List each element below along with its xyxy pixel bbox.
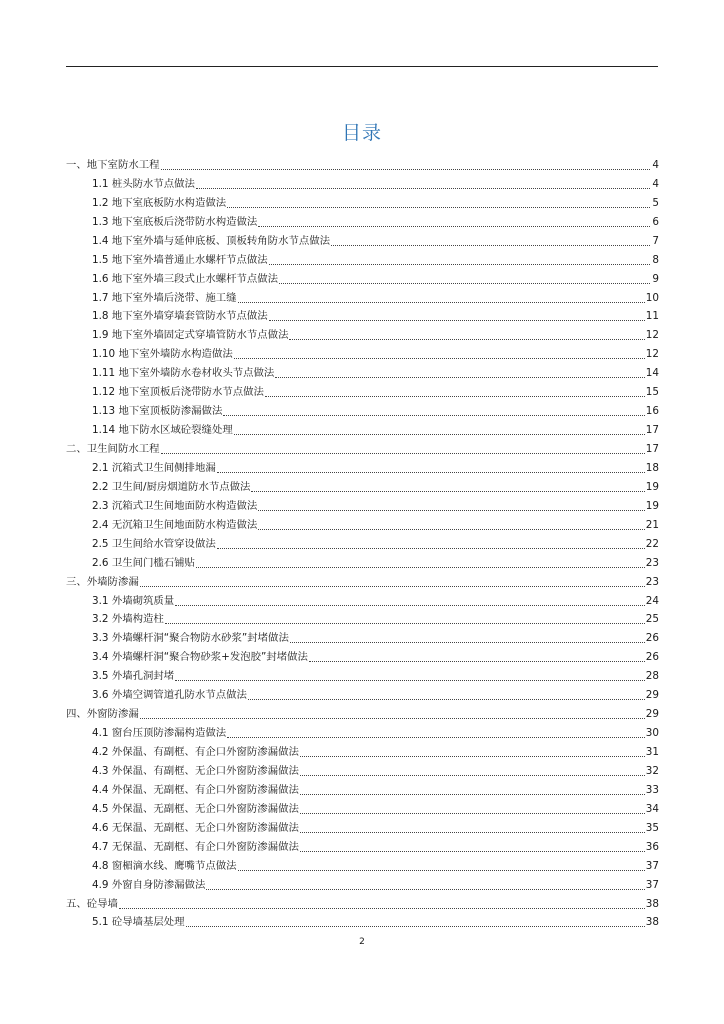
toc-page-number: 26 xyxy=(645,651,659,664)
toc-subsection-entry[interactable] xyxy=(66,721,659,740)
toc-subsection-entry[interactable] xyxy=(66,494,659,513)
toc-page-number: 30 xyxy=(645,727,659,740)
toc-subsection-entry[interactable] xyxy=(66,911,659,930)
toc-entry-label: 二、卫生间防水工程 xyxy=(66,443,160,455)
toc-entry-label: 四、外窗防渗漏 xyxy=(66,708,139,721)
toc-subsection-entry[interactable] xyxy=(66,191,659,210)
toc-entry-label: 1.14 地下防水区域砼裂缝处理 xyxy=(92,424,233,437)
toc-subsection-entry[interactable] xyxy=(66,778,659,797)
toc-page-number: 37 xyxy=(645,878,659,891)
toc-dot-leader xyxy=(300,794,645,795)
toc-page-number: 33 xyxy=(645,783,659,796)
toc-entry-label: 4.9 外窗自身防渗漏做法 xyxy=(92,878,206,891)
toc-dot-leader xyxy=(234,434,645,435)
toc-dot-leader xyxy=(161,453,645,454)
toc-dot-leader xyxy=(300,756,645,757)
toc-page-number: 17 xyxy=(645,443,659,455)
toc-page-number: 29 xyxy=(645,689,659,702)
toc-subsection-entry[interactable] xyxy=(66,399,659,418)
toc-entry-label: 1.10 地下室外墙防水构造做法 xyxy=(92,348,233,361)
toc-page-number: 15 xyxy=(645,386,659,399)
toc-subsection-entry[interactable] xyxy=(66,683,659,702)
toc-entry-label: 3.2 外墙构造柱 xyxy=(92,613,164,626)
toc-dot-leader xyxy=(186,926,645,927)
toc-entry-label: 4.2 外保温、有副框、有企口外窗防渗漏做法 xyxy=(92,746,299,758)
toc-subsection-entry[interactable] xyxy=(66,286,659,305)
toc-entry-label: 4.8 窗楣滴水线、鹰嘴节点做法 xyxy=(92,859,237,872)
toc-subsection-entry[interactable] xyxy=(66,172,659,191)
toc-page-number: 29 xyxy=(645,708,659,721)
toc-dot-leader xyxy=(227,737,645,738)
toc-entry-label: 4.6 无保温、无副框、无企口外窗防渗漏做法 xyxy=(92,821,299,834)
toc-page-number: 19 xyxy=(645,480,659,493)
toc-subsection-entry[interactable] xyxy=(66,323,659,342)
toc-page-number: 38 xyxy=(645,897,659,910)
toc-entry-label: 4.3 外保温、有副框、无企口外窗防渗漏做法 xyxy=(92,764,299,777)
toc-page-number: 32 xyxy=(645,764,659,777)
toc-page-number: 26 xyxy=(645,632,659,645)
toc-section-entry[interactable] xyxy=(66,702,659,721)
toc-dot-leader xyxy=(140,586,645,587)
toc-dot-leader xyxy=(161,169,650,170)
toc-dot-leader xyxy=(165,623,645,624)
toc-entry-label: 4.7 无保温、无副框、有企口外窗防渗漏做法 xyxy=(92,840,299,853)
toc-entry-label: 1.6 地下室外墙三段式止水螺杆节点做法 xyxy=(92,272,279,285)
toc-subsection-entry[interactable] xyxy=(66,380,659,399)
toc-page-number: 14 xyxy=(645,367,659,380)
toc-subsection-entry[interactable] xyxy=(66,551,659,570)
toc-subsection-entry[interactable] xyxy=(66,418,659,437)
toc-subsection-entry[interactable] xyxy=(66,248,659,267)
toc-entry-label: 4.1 窗台压顶防渗漏构造做法 xyxy=(92,727,227,740)
toc-entry-label: 三、外墙防渗漏 xyxy=(66,575,139,588)
toc-section-entry[interactable] xyxy=(66,437,659,456)
toc-subsection-entry[interactable] xyxy=(66,229,659,248)
toc-entry-label: 一、地下室防水工程 xyxy=(66,158,160,171)
toc-dot-leader xyxy=(309,661,645,662)
toc-page-number: 34 xyxy=(645,802,659,815)
toc-section-entry[interactable] xyxy=(66,570,659,589)
toc-subsection-entry[interactable] xyxy=(66,305,659,324)
toc-subsection-entry[interactable] xyxy=(66,608,659,627)
toc-subsection-entry[interactable] xyxy=(66,759,659,778)
toc-subsection-entry[interactable] xyxy=(66,267,659,286)
toc-dot-leader xyxy=(206,889,644,890)
toc-entry-label: 3.5 外墙孔洞封堵 xyxy=(92,670,175,683)
toc-dot-leader xyxy=(258,529,644,530)
toc-dot-leader xyxy=(269,264,650,265)
toc-dot-leader xyxy=(289,339,644,340)
toc-dot-leader xyxy=(258,226,650,227)
toc-entry-label: 5.1 砼导墙基层处理 xyxy=(92,916,185,929)
toc-page-number: 35 xyxy=(645,821,659,834)
toc-dot-leader xyxy=(265,396,645,397)
toc-entry-label: 1.4 地下室外墙与延伸底板、顶板转角防水节点做法 xyxy=(92,234,331,247)
toc-dot-leader xyxy=(279,283,650,284)
toc-page-number: 16 xyxy=(645,405,659,418)
toc-entry-label: 五、砼导墙 xyxy=(66,897,118,910)
toc-entry-label: 2.3 沉箱式卫生间地面防水构造做法 xyxy=(92,499,258,512)
toc-entry-label: 2.5 卫生间给水管穿设做法 xyxy=(92,537,216,550)
toc-subsection-entry[interactable] xyxy=(66,475,659,494)
toc-dot-leader xyxy=(175,605,645,606)
toc-entry-label: 1.9 地下室外墙固定式穿墙管防水节点做法 xyxy=(92,329,289,342)
toc-subsection-entry[interactable] xyxy=(66,740,659,759)
toc-subsection-entry[interactable] xyxy=(66,873,659,892)
toc-page-number: 9 xyxy=(652,272,659,285)
toc-entry-label: 1.7 地下室外墙后浇带、施工缝 xyxy=(92,291,237,304)
toc-entry-label: 1.11 地下室外墙防水卷材收头节点做法 xyxy=(92,367,275,380)
toc-page-number: 10 xyxy=(645,291,659,304)
toc-section-entry[interactable] xyxy=(66,892,659,911)
toc-page-number: 4 xyxy=(652,158,659,171)
toc-subsection-entry[interactable] xyxy=(66,664,659,683)
toc-page-number: 19 xyxy=(645,499,659,512)
toc-dot-leader xyxy=(140,718,645,719)
toc-page-number: 7 xyxy=(652,234,659,247)
toc-subsection-entry[interactable] xyxy=(66,626,659,645)
toc-page-number: 25 xyxy=(645,613,659,626)
toc-subsection-entry[interactable] xyxy=(66,513,659,532)
toc-dot-leader xyxy=(248,699,645,700)
toc-page-number: 28 xyxy=(645,670,659,683)
toc-dot-leader xyxy=(300,832,645,833)
toc-page-number: 22 xyxy=(645,537,659,550)
toc-entry-label: 1.3 地下室底板后浇带防水构造做法 xyxy=(92,215,258,228)
toc-entry-label: 1.13 地下室顶板防渗漏做法 xyxy=(92,405,223,418)
toc-subsection-entry[interactable] xyxy=(66,361,659,380)
toc-dot-leader xyxy=(251,491,644,492)
toc-subsection-entry[interactable] xyxy=(66,532,659,551)
toc-entry-label: 1.2 地下室底板防水构造做法 xyxy=(92,196,227,209)
toc-dot-leader xyxy=(175,680,645,681)
toc-section-entry[interactable] xyxy=(66,153,659,172)
toc-page-number: 24 xyxy=(645,594,659,607)
toc-page-number: 38 xyxy=(645,916,659,929)
table-of-contents xyxy=(66,153,659,929)
toc-entry-label: 1.8 地下室外墙穿墙套管防水节点做法 xyxy=(92,310,268,323)
toc-page-number: 21 xyxy=(645,518,659,531)
toc-entry-label: 3.4 外墙螺杆洞“聚合物砂浆+发泡胶”封堵做法 xyxy=(92,651,308,664)
toc-entry-label: 3.3 外墙螺杆洞“聚合物防水砂浆”封堵做法 xyxy=(92,632,289,645)
toc-dot-leader xyxy=(234,358,645,359)
toc-subsection-entry[interactable] xyxy=(66,342,659,361)
toc-entry-label: 1.5 地下室外墙普通止水螺杆节点做法 xyxy=(92,253,268,266)
toc-entry-label: 3.6 外墙空调管道孔防水节点做法 xyxy=(92,689,247,702)
toc-page-number: 6 xyxy=(652,215,659,228)
toc-subsection-entry[interactable] xyxy=(66,816,659,835)
toc-entry-label: 2.2 卫生间/厨房烟道防水节点做法 xyxy=(92,480,251,493)
toc-page-number: 12 xyxy=(645,329,659,342)
toc-page-number: 11 xyxy=(645,310,659,323)
header-rule xyxy=(66,66,658,67)
toc-dot-leader xyxy=(300,775,645,776)
toc-subsection-entry[interactable] xyxy=(66,456,659,475)
toc-page-number: 36 xyxy=(645,840,659,853)
toc-entry-label: 2.4 无沉箱卫生间地面防水构造做法 xyxy=(92,518,258,531)
toc-dot-leader xyxy=(275,377,644,378)
toc-page-number: 4 xyxy=(652,177,659,190)
toc-dot-leader xyxy=(300,851,645,852)
toc-entry-label: 4.4 外保温、无副框、有企口外窗防渗漏做法 xyxy=(92,783,299,796)
toc-entry-label: 2.6 卫生间门槛石铺贴 xyxy=(92,556,195,569)
toc-subsection-entry[interactable] xyxy=(66,797,659,816)
toc-subsection-entry[interactable] xyxy=(66,645,659,664)
toc-subsection-entry[interactable] xyxy=(66,854,659,873)
page-number: 2 xyxy=(359,937,365,947)
page-title: 目录 xyxy=(341,122,382,144)
toc-dot-leader xyxy=(238,302,645,303)
toc-dot-leader xyxy=(331,245,650,246)
toc-dot-leader xyxy=(300,813,645,814)
toc-dot-leader xyxy=(217,548,645,549)
toc-page-number: 31 xyxy=(645,746,659,758)
toc-subsection-entry[interactable] xyxy=(66,835,659,854)
toc-entry-label: 4.5 外保温、无副框、无企口外窗防渗漏做法 xyxy=(92,802,299,815)
toc-entry-label: 1.1 桩头防水节点做法 xyxy=(92,177,195,190)
toc-dot-leader xyxy=(227,207,650,208)
toc-dot-leader xyxy=(269,320,645,321)
toc-dot-leader xyxy=(119,908,645,909)
toc-dot-leader xyxy=(196,567,645,568)
toc-dot-leader xyxy=(196,188,650,189)
toc-dot-leader xyxy=(217,472,645,473)
toc-page-number: 23 xyxy=(645,556,659,569)
toc-entry-label: 2.1 沉箱式卫生间侧排地漏 xyxy=(92,461,216,474)
toc-page-number: 23 xyxy=(645,575,659,588)
toc-dot-leader xyxy=(258,510,644,511)
toc-dot-leader xyxy=(223,415,644,416)
toc-subsection-entry[interactable] xyxy=(66,589,659,608)
toc-entry-label: 1.12 地下室顶板后浇带防水节点做法 xyxy=(92,386,264,399)
toc-page-number: 12 xyxy=(645,348,659,361)
toc-dot-leader xyxy=(290,642,645,643)
toc-page-number: 17 xyxy=(645,424,659,437)
toc-page-number: 18 xyxy=(645,461,659,474)
toc-page-number: 37 xyxy=(645,859,659,872)
toc-dot-leader xyxy=(238,870,645,871)
toc-page-number: 8 xyxy=(652,253,659,266)
toc-entry-label: 3.1 外墙砌筑质量 xyxy=(92,594,175,607)
toc-page-number: 5 xyxy=(652,196,659,209)
toc-subsection-entry[interactable] xyxy=(66,210,659,229)
